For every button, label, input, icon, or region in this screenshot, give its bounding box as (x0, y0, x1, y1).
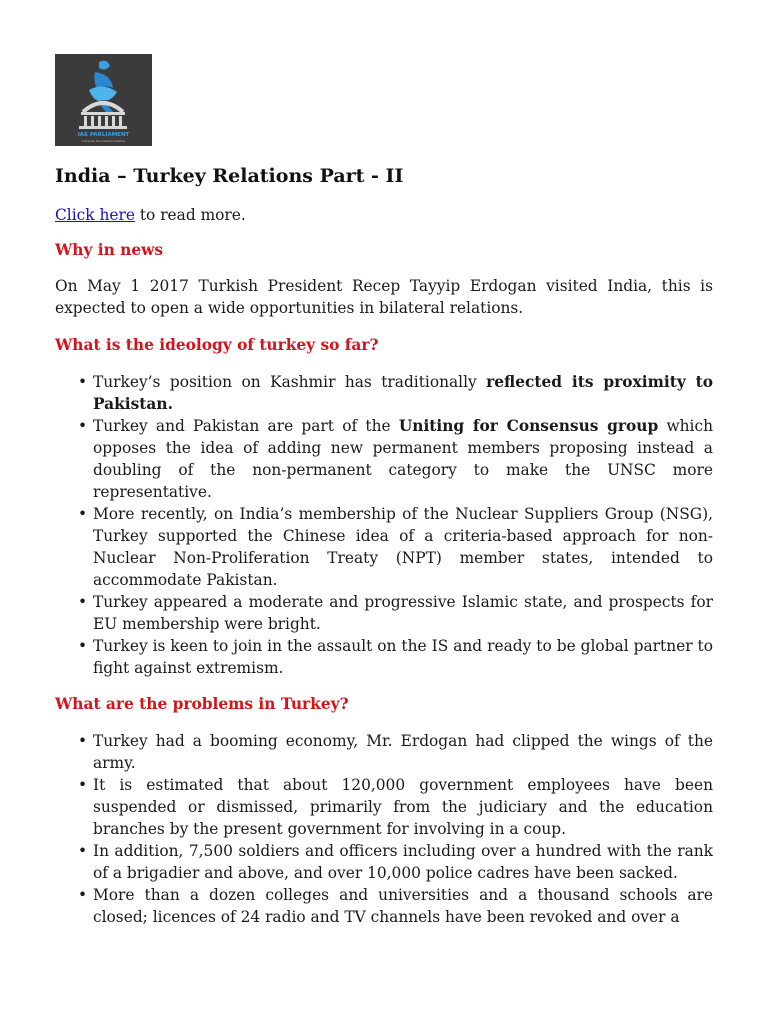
item-text: Turkey’s position on Kashmir has traditionally (93, 373, 487, 391)
item-text: More recently, on India’s membership of the Nuclear Suppliers Group (NSG), Turkey supported the Chinese idea of a criteria-based approach for non-Nuclear Non-Proliferation Treaty (NPT) member states, intended to accommodate Pakistan. (93, 505, 713, 589)
bullet-icon: • (78, 732, 88, 750)
ideology-list (55, 371, 713, 679)
list-item (78, 591, 713, 635)
logo-graphic-icon (55, 54, 152, 146)
read-more-line (55, 204, 713, 226)
list-item (78, 840, 713, 884)
item-text: Turkey appeared a moderate and progressive Islamic state, and prospects for EU membership were bright. (93, 593, 713, 633)
bullet-icon: • (78, 417, 88, 435)
bullet-icon: • (78, 593, 88, 611)
item-text: In addition, 7,500 soldiers and officers including over a hundred with the rank of a brigadier and above, and over 10,000 police cadres have been sacked. (93, 842, 713, 882)
item-text: Turkey is keen to join in the assault on the IS and ready to be global partner to fight against extremism. (93, 637, 713, 677)
click-here-link[interactable]: Click here (55, 206, 135, 224)
list-item (78, 774, 713, 840)
problems-heading: What are the problems in Turkey? (55, 695, 349, 713)
bullet-icon: • (78, 842, 88, 860)
logo-text: IAS PARLIAMENT (77, 132, 130, 138)
item-text: More than a dozen colleges and universities and a thousand schools are closed; licences of 24 radio and TV channels have been revoked and over a (93, 886, 713, 926)
why-in-news-heading: Why in news (55, 241, 164, 259)
document-page (55, 54, 713, 928)
news-paragraph: On May 1 2017 Turkish President Recep Tayyip Erdogan visited India, this is expected to open a wide opportunities in bilateral relations. (55, 277, 713, 317)
bullet-icon: • (78, 776, 88, 794)
bullet-icon: • (78, 637, 88, 655)
item-text-continued: which opposes the idea of adding new permanent members proposing instead a doubling of the non-permanent category to make the UNSC more representative. (93, 417, 713, 501)
list-item (78, 635, 713, 679)
list-item (78, 884, 713, 928)
logo-tagline: A Shankar IAS Academy Initiative (81, 140, 126, 143)
list-item (78, 371, 714, 415)
item-text: Turkey and Pakistan are part of the (93, 417, 399, 435)
item-text: It is estimated that about 120,000 government employees have been suspended or dismissed, primarily from the judiciary and the education branches by the present government for involving in a coup. (93, 776, 713, 838)
bullet-icon: • (78, 886, 88, 904)
page-title: India – Turkey Relations Part - II (55, 165, 404, 187)
ideology-heading: What is the ideology of turkey so far? (55, 336, 379, 354)
item-bold-text: Uniting for Consensus group (398, 417, 659, 435)
item-bold-text: reflected its proximity to Pakistan. (93, 373, 714, 413)
list-item (78, 503, 713, 591)
bullet-icon: • (78, 373, 88, 391)
problems-list (55, 730, 713, 928)
list-item (78, 415, 713, 503)
list-item (78, 730, 713, 774)
ias-parliament-logo (55, 54, 152, 146)
item-text: Turkey had a booming economy, Mr. Erdogan had clipped the wings of the army. (93, 732, 713, 772)
bullet-icon: • (78, 505, 88, 523)
read-more-text: to read more. (134, 206, 246, 224)
